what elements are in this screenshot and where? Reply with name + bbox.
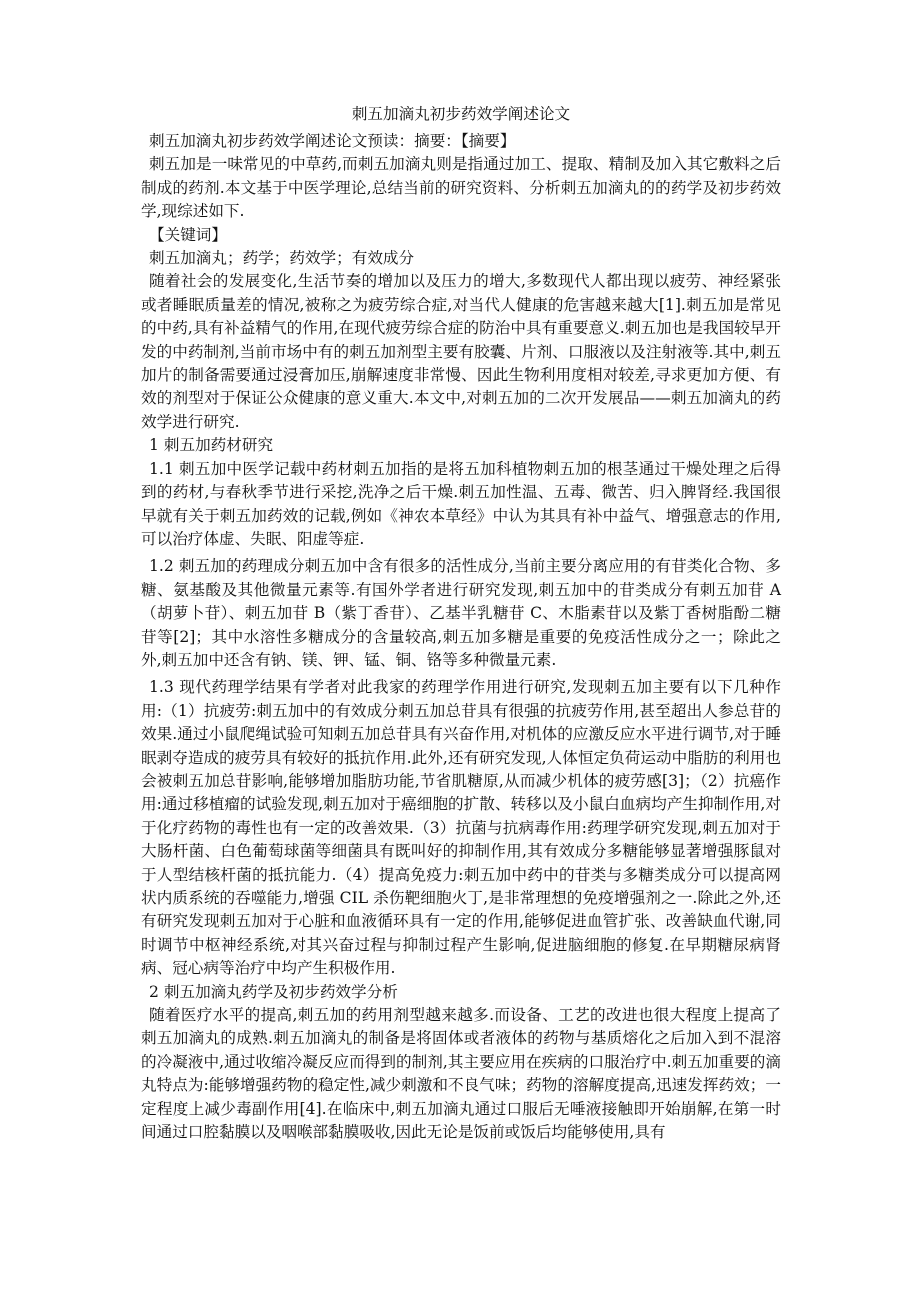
section-1-3-paragraph: 1.3 现代药理学结果有学者对此我家的药理学作用进行研究,发现刺五加主要有以下几种作用:（1）抗疲劳:刺五加中的有效成分刺五加总苷具有很强的抗疲劳作用,甚至超出人参总苷的效果.通过小鼠爬绳试验可知刺五加总苷具有兴奋作用,对机体的应激反应水平进行调节,对于睡眠剥夺造成的疲劳具有较好的抵抗作用.此外,还有研究发现,人体恒定负荷运动中脂肪的利用也会被刺五加总苷影响,能够增加脂肪功能,节省肌糖原,从而减少机体的疲劳感[3]；（2）抗癌作用:通过移植瘤的试验发现,刺五加对于癌细胞的扩散、转移以及小鼠白血病均产生抑制作用,对于化疗药物的毒性也有一定的改善效果.（3）抗菌与抗病毒作用:药理学研究发现,刺五加对于大肠杆菌、白色葡萄球菌等细菌具有既叫好的抑制作用,其有效成分多糖能够显著增强豚鼠对于人型结核杆菌的抵抗能力.（4）提高免疫力:刺五加中药中的苷类与多糖类成分可以提高网状内质系统的吞噬能力,增强 CIL 杀伤靶细胞火丁,是非常理想的免疫增强剂之一.除此之外,还有研究发现刺五加对于心脏和血液循环具有一定的作用,能够促进血管扩张、改善缺血代谢,同时调节中枢神经系统,对其兴奋过程与抑制过程产生影响,促进脑细胞的修复.在早期糖尿病肾病、冠心病等治疗中均产生积极作用. xyxy=(141,678,781,978)
preview-line: 刺五加滴丸初步药效学阐述论文预读：摘要：【摘要】 xyxy=(149,132,516,150)
section-1-1-paragraph: 1.1 刺五加中医学记载中药材刺五加指的是将五加科植物刺五加的根茎通过干燥处理之后得到的药材,与春秋季节进行采挖,洗净之后干燥.刺五加性温、五毒、微苦、归入脾肾经.我国很早就有关于刺五加药效的记载,例如《神农本草经》中认为其具有补中益气、增强意志的作用,可以治疗体虚、失眠、阳虚等症. xyxy=(141,459,781,548)
section-2-heading: 2 刺五加滴丸药学及初步药效学分析 xyxy=(149,982,398,1001)
keywords-heading: 【关键词】 xyxy=(149,225,227,244)
section-1-heading: 1 刺五加药材研究 xyxy=(149,436,274,455)
section-1-2-paragraph: 1.2 刺五加的药理成分刺五加中含有很多的活性成分,当前主要分离应用的有苷类化合物、多糖、氨基酸及其他微量元素等.有国外学者进行研究发现,刺五加中的苷类成分有刺五加苷 A（胡萝卜苷）、刺五加苷 B（紫丁香苷）、乙基半乳糖苷 C、木脂素苷以及紫丁香树脂酚二糖苷等[2]；其中水溶性多糖成分的含量较高,刺五加多糖是重要的免疫活性成分之一；除此之外,刺五加中还含有钠、镁、钾、锰、铜、铬等多种微量元素. xyxy=(141,557,781,669)
keywords-list: 刺五加滴丸；药学；药效学；有效成分 xyxy=(149,249,415,268)
section-2-paragraph: 随着医疗水平的提高,刺五加的药用剂型越来越多.而设备、工艺的改进也很大程度上提高了刺五加滴丸的成熟.刺五加滴丸的制备是将固体或者液体的药物与基质熔化之后加入到不混溶的冷凝液中,通过收缩冷凝反应而得到的制剂,其主要应用在疾病的口服治疗中.刺五加重要的滴丸特点为:能够增强药物的稳定性,减少刺激和不良气味；药物的溶解度提高,迅速发挥药效；一定程度上减少毒副作用[4].在临床中,刺五加滴丸通过口服后无唾液接触即开始崩解,在第一时间通过口腔黏膜以及咽喉部黏膜吸收,因此无论是饭前或饭后均能够使用,具有 xyxy=(141,1006,781,1142)
abstract-paragraph: 刺五加是一味常见的中草药,而刺五加滴丸则是指通过加工、提取、精制及加入其它敷料之后制成的药剂.本文基于中医学理论,总结当前的研究资料、分析刺五加滴丸的的药学及初步药效学,现综述如下. xyxy=(141,155,781,221)
document-body xyxy=(141,103,781,1144)
intro-paragraph: 随着社会的发展变化,生活节奏的增加以及压力的增大,多数现代人都出现以疲劳、神经紧张或者睡眠质量差的情况,被称之为疲劳综合症,对当代人健康的危害越来越大[1].刺五加是常见的中药,具有补益精气的作用,在现代疲劳综合症的防治中具有重要意义.刺五加也是我国较早开发的中药制剂,当前市场中有的刺五加剂型主要有胶囊、片剂、口服液以及注射液等.其中,刺五加片的制备需要通过浸膏加压,崩解速度非常慢、因此生物利用度相对较差,寻求更加方便、有效的剂型对于保证公众健康的意义重大.本文中,对刺五加的二次开发展品——刺五加滴丸的药效学进行研究. xyxy=(141,272,781,431)
document-title: 刺五加滴丸初步药效学阐述论文 xyxy=(351,105,571,123)
